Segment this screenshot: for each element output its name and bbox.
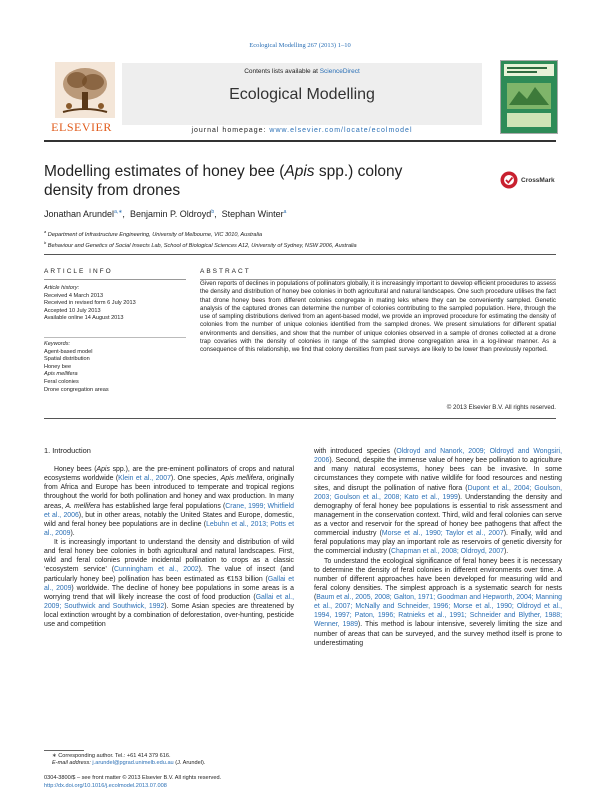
- text-run: ).: [503, 548, 509, 556]
- citation-link[interactable]: Lebuhn et al., 2013; Potts et al., 2009: [44, 520, 294, 537]
- contents-line: [122, 68, 482, 75]
- homepage-prefix: journal homepage:: [191, 127, 270, 134]
- history-item: Received 4 March 2013: [44, 292, 104, 299]
- keyword-item: Drone congregation areas: [44, 386, 109, 393]
- journal-homepage: [122, 127, 482, 134]
- text-run: , originally from Africa and Europe has been introduced to temperate and tropical regions throughout the world for both pollination and honey and wax production. In many areas,: [44, 475, 294, 510]
- text-run: ).: [70, 529, 75, 537]
- text-run: ). Second, despite the immense value of honey bee pollination to agriculture and many natural ecosystems, honey bees can be invasive. In some circumstances they compete with native wildlife for food resources and nesting sites, and disrupt the pollination of native flora (: [314, 457, 562, 492]
- title-part: Modelling estimates of honey bee (: [44, 163, 285, 180]
- doi-link[interactable]: http://dx.doi.org/10.1016/j.ecolmodel.2013.07.008: [44, 783, 167, 789]
- author-list: Jonathan Arundel$^{a,∗}$, Benjamin P. Oldroyd$^b$, Stephan Winter$^a$: [44, 209, 287, 219]
- affiliation-marker: b: [44, 240, 47, 246]
- affiliation-text: Behaviour and Genetics of Social Insects Lab, School of Biological Sciences A12, University of Sydney, NSW 2006, Australia: [47, 243, 357, 250]
- text-run: It is increasingly important to understand the density and distribution of wild and feral honey bee colonies in both agricultural and natural landscapes. First, wild and feral colonies provide incidental pollination to crops as a classic ‘ecosystem service’ (: [44, 539, 294, 574]
- title-genus: Apis: [284, 163, 315, 180]
- issn-line: 0304-3800/$ – see front matter © 2013 Elsevier B.V. All rights reserved.: [44, 775, 222, 781]
- citation-link[interactable]: Cunningham et al., 2002: [114, 566, 199, 574]
- article-history: [44, 285, 189, 323]
- section-heading-introduction: 1. Introduction: [44, 446, 91, 455]
- crossmark-badge[interactable]: [500, 170, 560, 190]
- keyword-item: Feral colonies: [44, 378, 79, 385]
- history-item: Received in revised form 6 July 2013: [44, 300, 136, 307]
- running-head[interactable]: Ecological Modelling 267 (2013) 1–10: [249, 42, 351, 49]
- keyword-item: Agent-based model: [44, 348, 93, 355]
- citation-link[interactable]: Gallai et al., 2009; Southwick and Southwick, 1992: [44, 593, 295, 610]
- keyword-item: Apis mellifera: [44, 371, 78, 378]
- citation-link[interactable]: Gallai et al., 2009: [44, 575, 294, 592]
- italic-text: A. mellifera: [65, 502, 101, 510]
- top-divider: [44, 254, 556, 255]
- citation-link[interactable]: Baum et al., 2005, 2008; Galton, 1971; Goodman and Hepworth, 2004; Manning et al., 2007; McNally and Schneider, 1996; Morse et al., 1990; Oldroyd et al., 1994, 1997; Paton, 1996; Ratnieks et al., 1991; Schneider and Blyther, 1988; Wenner, 1989: [314, 594, 562, 629]
- affiliation-b: [44, 239, 357, 250]
- text-run: spp.), are the pre-eminent pollinators of crops and natural ecosystems worldwide (: [44, 466, 295, 483]
- citation-link[interactable]: Oldroyd and Nanork, 2009; Oldroyd and Wongsiri, 2006: [314, 448, 562, 465]
- history-item: Available online 14 August 2013: [44, 315, 124, 322]
- title-part: spp.) colony: [314, 163, 403, 180]
- article-title: [44, 162, 484, 200]
- info-rule: [44, 279, 186, 280]
- email-suffix: (J. Arundel).: [173, 760, 206, 767]
- italic-text: Apis mellifera: [220, 475, 263, 483]
- author-superscript[interactable]: a,∗: [114, 209, 123, 215]
- history-label: Article history:: [44, 285, 80, 291]
- keyword-list: [44, 349, 189, 395]
- text-run: ) worldwide. The decline of honey bee populations in some areas is a worrying trend that will likely increase the cost of food production (: [44, 584, 295, 601]
- homepage-link[interactable]: www.elsevier.com/locate/ecolmodel: [269, 127, 413, 134]
- title-line2: density from drones: [44, 182, 181, 199]
- keywords-rule: [44, 337, 186, 338]
- paragraph: [314, 557, 562, 648]
- paragraph: [44, 465, 294, 538]
- abstract-heading: ABSTRACT: [200, 268, 251, 275]
- text-run: Honey bees (: [54, 466, 97, 473]
- elsevier-wordmark: ELSEVIER: [51, 120, 112, 134]
- contents-prefix: Contents lists available at: [244, 68, 320, 75]
- text-run: has established large feral populations (: [100, 502, 226, 510]
- bottom-divider: [44, 418, 556, 419]
- affiliation-marker: a: [44, 229, 47, 234]
- crossmark-label: CrossMark: [521, 176, 555, 184]
- journal-name: Ecological Modelling: [229, 86, 375, 103]
- keywords-block: [44, 341, 189, 394]
- corresponding-author-note: ∗ Corresponding author. Tel.: +61 414 379 616.: [52, 753, 171, 759]
- citation-link[interactable]: Klein et al., 2007: [118, 475, 171, 483]
- text-run: ). The value of insect (and particularly honey bee) pollination has been estimated as €153 billion (: [44, 566, 294, 583]
- email-link[interactable]: j.arundel@pgrad.unimelb.edu.au: [92, 760, 174, 767]
- text-run: ), but in other areas, notably the United States and Europe, domestic, wild and feral honey bee populations are in decline (: [44, 511, 295, 528]
- citation-link[interactable]: Morse et al., 1990; Taylor et al., 2007: [381, 530, 504, 538]
- author-name[interactable]: Jonathan Arundel: [44, 209, 115, 219]
- text-run: ). Finally, wild and feral populations may play an important role as reservoirs of genetic diversity for the commercial industry (: [314, 530, 562, 556]
- affiliation-text: Department of Infrastructure Engineering, University of Melbourne, VIC 3010, Australia: [47, 231, 263, 238]
- right-column: [314, 447, 562, 648]
- email-note: [52, 760, 302, 767]
- footnote-rule: [44, 750, 84, 751]
- crossmark-icon: [500, 171, 518, 189]
- copyright: © 2013 Elsevier B.V. All rights reserved.: [446, 404, 556, 411]
- text-run: with introduced species (: [314, 448, 397, 455]
- author-name[interactable]: Stephan Winter: [221, 209, 284, 219]
- keyword-item: Spatial distribution: [44, 356, 90, 363]
- citation-link[interactable]: Crane, 1999; Whitfield et al., 2006: [44, 502, 294, 519]
- abstract-text: Given reports of declines in populations of pollinators globally, it is increasingly important to develop efficient procedures to assess the density and distribution of honey bee colonies in both agricultural and natural landscapes. One such procedure utilises the fact that drone honey bees from different colonies congregate in mating leks where they can be conveniently sampled. Genetic analysis of the captured drones can determine the number of colonies contributing to the sampled population. Here, through the use of sampling distributions derived from an agent-based model, we provide an improved procedure for estimating the density of colonies from the number of unique colonies identified from the sampled drones. We present simulations for different spatial environments and densities, and show that the number of unique colonies observed in a sample of drones collected at a drone trap covaries with the density of colonies in range of the sampled drone congregation area in a log-linear manner. As a consequence of this relationship, we find that colony densities from past surveys are likely to be lower than previously reported.: [200, 280, 556, 354]
- affiliation-a: [44, 228, 357, 239]
- author-name[interactable]: Benjamin P. Oldroyd: [129, 209, 212, 219]
- left-column: [44, 465, 294, 629]
- text-run: ). One species,: [170, 475, 221, 483]
- paragraph: [314, 447, 562, 557]
- text-run: ). Some Asian species are threatened by local extinction wrought by a combination of deforestation, over-hunting, pesticide use and competition: [44, 602, 294, 629]
- citation-link[interactable]: Dupont et al., 2004; Goulson, 2003; Goulson et al., 2008; Kato et al., 1999: [314, 484, 562, 501]
- paragraph: [44, 538, 294, 629]
- history-list: [44, 293, 189, 323]
- email-label: E-mail address:: [52, 760, 93, 767]
- history-item: Accepted 10 July 2013: [44, 307, 101, 314]
- footnotes: [52, 753, 302, 767]
- citation-link[interactable]: Chapman et al., 2008; Oldroyd, 2007: [390, 548, 504, 556]
- keywords-label: Keywords:: [44, 341, 71, 347]
- italic-text: Apis: [96, 466, 110, 473]
- header-rule: [44, 140, 556, 142]
- keyword-item: Honey bee: [44, 363, 72, 370]
- text-run: To understand the ecological significance of feral honey bees it is necessary to determine the density of feral colonies in different environments over time. A number of different approaches have been developed for measuring wild and feral colony densities. The simplest approach is a systematic search for nests (: [314, 557, 562, 601]
- sciencedirect-link[interactable]: ScienceDirect: [319, 68, 360, 75]
- author-superscript[interactable]: a: [283, 209, 287, 215]
- journal-cover-image: [500, 60, 558, 134]
- affiliations: [44, 228, 357, 251]
- text-run: ). Understanding the density and demography of feral honey bee populations is essential to risk assessment and management in the conservation context. Third, wild and feral colonies can serve as a vector and reservoir for the spread of honey bee pathogens that affect the commercial industry (: [314, 493, 562, 538]
- elsevier-tree-logo: [55, 62, 115, 118]
- article-info-heading: ARTICLE INFO: [44, 268, 113, 275]
- text-run: ). This method is labour intensive, severely limiting the size and number of areas that can be surveyed, and the survey method itself is prone to underestimating: [314, 621, 563, 647]
- author-superscript[interactable]: b: [211, 209, 215, 215]
